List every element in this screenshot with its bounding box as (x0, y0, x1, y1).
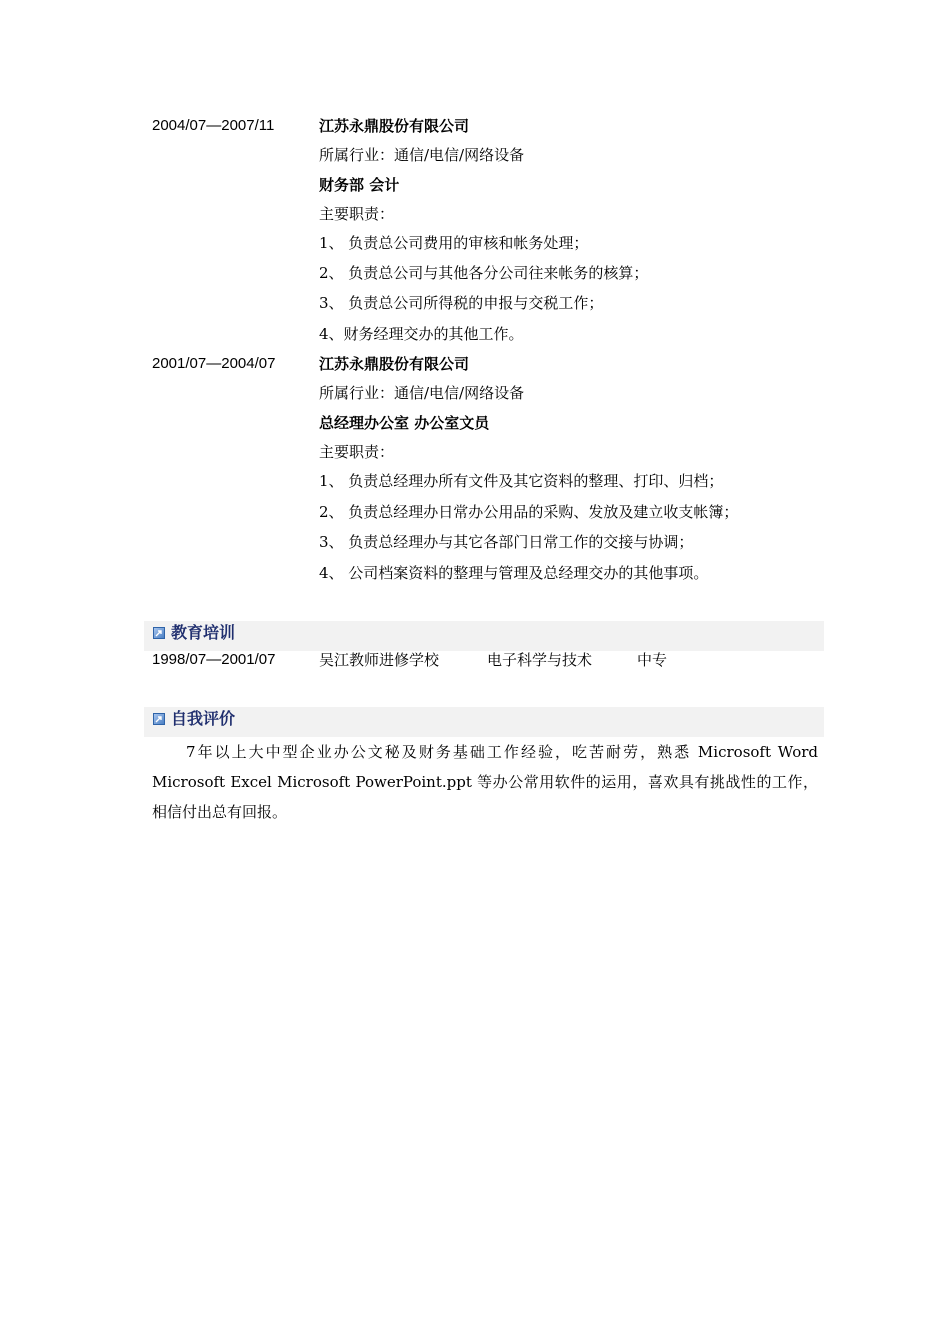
company-name: 江苏永鼎股份有限公司 (319, 117, 470, 135)
duty-item: 2、 负责总公司与其他各分公司往来帐务的核算； (319, 264, 649, 282)
position: 总经理办公室 办公室文员 (319, 414, 490, 432)
section-title: 自我评价 (171, 709, 236, 728)
education-degree: 中专 (637, 651, 668, 669)
position: 财务部 会计 (319, 176, 400, 194)
industry: 所属行业：通信/电信/网络设备 (319, 384, 525, 402)
section-title: 教育培训 (171, 623, 236, 642)
section-arrow-icon (153, 627, 165, 639)
education-entry (0, 651, 950, 671)
duty-item: 3、 负责总公司所得税的申报与交税工作； (319, 294, 604, 312)
work-date: 2004/07—2007/11 (152, 117, 275, 134)
company-name: 江苏永鼎股份有限公司 (319, 355, 470, 373)
duty-item: 3、 负责总经理办与其它各部门日常工作的交接与协调； (319, 533, 694, 551)
duty-item: 4、财务经理交办的其他工作。 (319, 325, 524, 343)
duty-item: 2、 负责总经理办日常办公用品的采购、发放及建立收支帐簿； (319, 503, 739, 521)
duty-item: 1、 负责总经理办所有文件及其它资料的整理、打印、归档； (319, 472, 724, 490)
education-section-header (144, 621, 824, 651)
industry: 所属行业：通信/电信/网络设备 (319, 146, 525, 164)
self-evaluation-text: 7年以上大中型企业办公文秘及财务基础工作经验，吃苦耐劳，熟悉 Microsoft Word Microsoft Excel Microsoft PowerPoint.ppt 等办公常用软件的运用，喜欢具有挑战性的工作，相信付出总有回报。 (152, 743, 818, 821)
section-arrow-icon (153, 713, 165, 725)
duty-item: 4、 公司档案资料的整理与管理及总经理交办的其他事项。 (319, 564, 709, 582)
education-school: 吴江教师进修学校 (319, 651, 440, 669)
work-date: 2001/07—2004/07 (152, 355, 276, 372)
self-evaluation-section-header (144, 707, 824, 737)
education-date: 1998/07—2001/07 (152, 651, 276, 668)
duty-item: 1、 负责总公司费用的审核和帐务处理； (319, 234, 589, 252)
duties-label: 主要职责： (319, 205, 395, 223)
education-major: 电子科学与技术 (487, 651, 593, 669)
duties-label: 主要职责： (319, 443, 395, 461)
